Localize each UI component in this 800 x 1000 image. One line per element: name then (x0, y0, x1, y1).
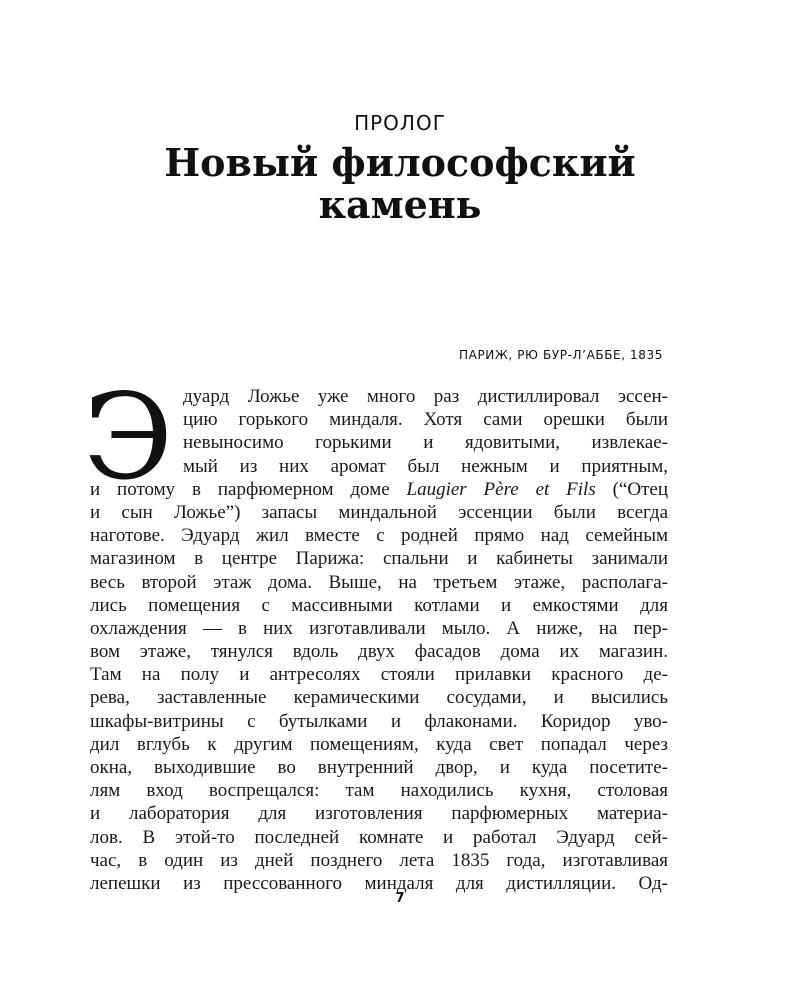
text-line: магазином в центре Парижа: спальни и кабинеты занимали (90, 548, 668, 570)
text-line: наготове. Эдуард жил вместе с родней прямо над семейным (90, 525, 668, 547)
text-line: дил вглубь к другим помещениям, куда свет попадал через (90, 733, 668, 755)
text-line: лепешки из прессованного миндаля для дистилляции. Од- (90, 872, 668, 894)
chapter-title-line-2: камень (318, 182, 482, 227)
drop-cap: Э (83, 368, 174, 506)
text-line: и сын Ложье”) запасы миндальной эссенции были всегда (90, 501, 668, 523)
dateline: ПАРИЖ, РЮ БУР-Л’АББЕ, 1835 (459, 348, 663, 362)
text-line: Там на полу и антресолях стояли прилавки красного де- (90, 664, 668, 686)
text-line: окна, выходившие во внутренний двор, и куда посетите- (90, 757, 668, 778)
text-line: рева, заставленные керамическими сосудами, и высились (90, 687, 668, 709)
brand-name-italic: Laugier Père et Fils (406, 478, 596, 500)
chapter-title-line-1: Новый философский (164, 140, 636, 185)
text-line: лись помещения с массивными котлами и емкостями для (90, 594, 668, 616)
text-line: лов. В этой-то последней комнате и работал Эдуард сей- (90, 826, 668, 848)
text-line: цию горького миндаля. Хотя сами орешки были (183, 409, 668, 431)
text-fragment: (“Отец (595, 478, 668, 500)
chapter-title (0, 142, 800, 226)
text-line: вом этаже, тянулся вдоль двух фасадов дома их магазин. (90, 641, 668, 663)
text-line: мый из них аромат был нежным и приятным, (183, 455, 668, 477)
text-line: весь второй этаж дома. Выше, на третьем этаже, располага- (90, 571, 668, 593)
text-line: лям вход воспрещался: там находились кухня, столовая (90, 780, 668, 802)
text-line: шкафы-витрины с бутылками и флаконами. Коридор уво- (90, 710, 668, 732)
body-text (90, 385, 668, 895)
page-number: 7 (395, 891, 405, 906)
text-line: невыносимо горькими и ядовитыми, извлекае- (183, 432, 668, 454)
text-line: час, в один из дней позднего лета 1835 года, изготавливая (90, 849, 668, 871)
text-line: охлаждения — в них изготавливали мыло. А ниже, на пер- (90, 617, 668, 639)
section-label: ПРОЛОГ (354, 111, 446, 135)
text-line: и лаборатория для изготовления парфюмерных материа- (90, 803, 668, 825)
text-line (90, 478, 668, 501)
text-line: дуард Ложье уже много раз дистиллировал эссен- (183, 386, 668, 407)
text-fragment: и потому в парфюмерном доме (90, 478, 407, 500)
